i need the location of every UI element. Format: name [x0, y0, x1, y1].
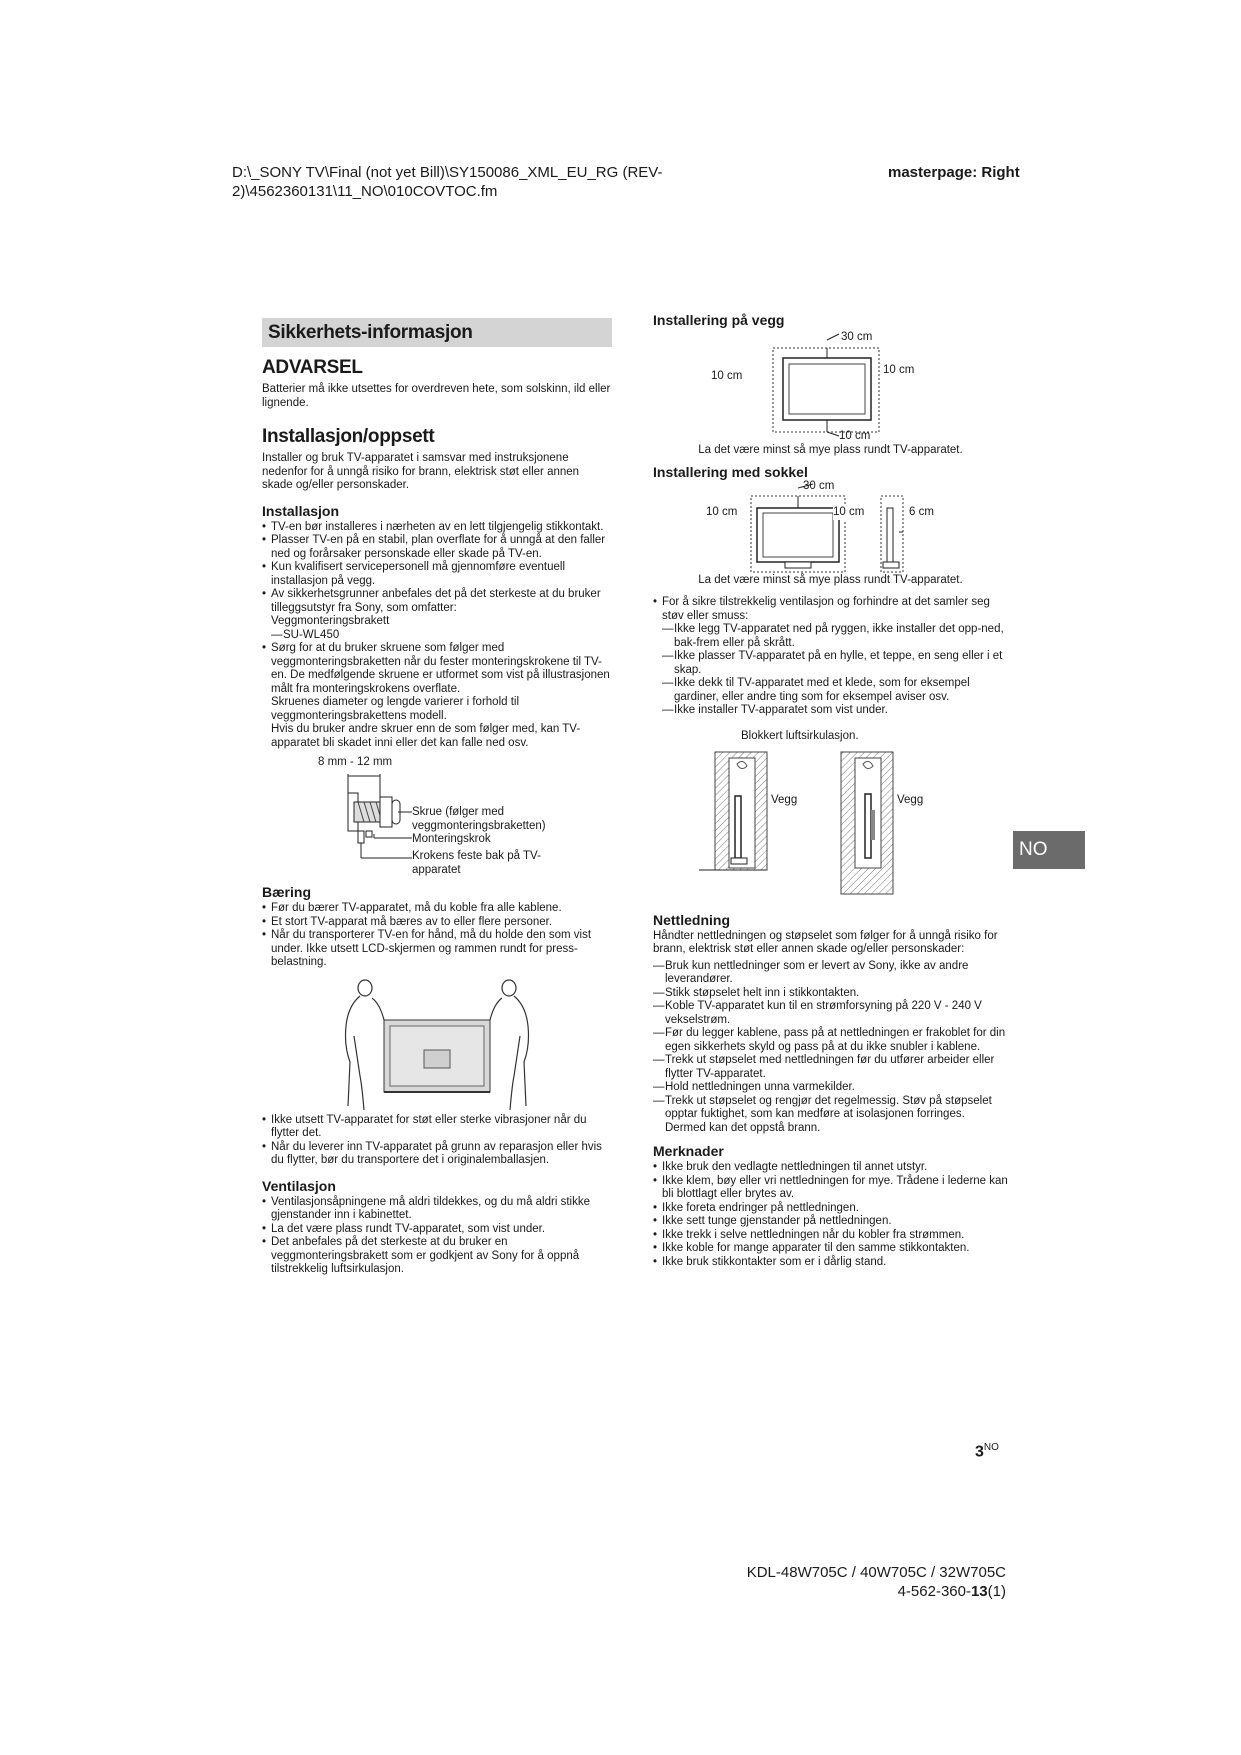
wall-left-label: 10 cm: [711, 370, 743, 382]
list-item: • Når du transporterer TV-en for hånd, må du holde den som vist under. Ikke utsett LCD-skjermen og rammen rundt for press-belastning.: [262, 929, 612, 970]
stand-tv-icon: [653, 482, 1008, 574]
install-setup-heading: Installasjon/oppsett: [262, 426, 435, 447]
list-item: • Når du leverer inn TV-apparatet på grunn av reparasjon eller hvis du flytter, bør du transportere det i originalemballasjen.: [262, 1141, 612, 1168]
notes-heading: Merknader: [653, 1143, 724, 1159]
list-item: • Av sikkerhetsgrunner anbefales det på det sterkeste at du bruker tilleggsutstyr fra Sony, som omfatter:: [262, 588, 612, 615]
list-item: • Ventilasjonsåpningene må aldri tildekkes, og du må aldri stikke gjenstander inn i kabinettet.: [262, 1196, 612, 1223]
list-item: — Hold nettledningen unna varmekilder.: [653, 1081, 1008, 1095]
masterpage-label: masterpage: Right: [888, 164, 1020, 181]
wall-clearance-diagram: [653, 330, 1008, 458]
wall-label-left: Vegg: [771, 793, 798, 806]
list-item: • Ikke koble for mange apparater til den samme stikkontakten.: [653, 1242, 1008, 1256]
install-setup-text: Installer og bruk TV-apparatet i samsvar med instruksjonene nedenfor for å unngå risiko for brann, elektrisk støt eller annen skade og/eller personskader.: [262, 452, 580, 491]
list-item: — Stikk støpselet helt inn i stikkontakten.: [653, 987, 1008, 1001]
list-item: • Ikke sett tunge gjenstander på nettledningen.: [653, 1215, 1008, 1229]
carrying-list-2: [262, 1114, 612, 1168]
power-text: Håndter nettledningen og støpselet som følger for å unngå risiko for brann, elektrisk støt eller annen skade og/eller personskader:: [653, 929, 998, 955]
list-subitem: — Ikke plasser TV-apparatet på en hylle, et teppe, en seng eller i et skap.: [653, 650, 1008, 677]
list-item: • TV-en bør installeres i nærheten av en lett tilgjengelig stikkontakt.: [262, 521, 612, 535]
vent-list: [653, 596, 1008, 718]
stand-caption: La det være minst så mye plass rundt TV-apparatet.: [698, 574, 963, 586]
blocked-caption: Blokkert luftsirkulasjon.: [741, 729, 859, 742]
list-item: — Før du legger kablene, pass på at nettledningen er frakoblet for din egen sikkerhets skyld og pass på at du ikke snubler i kablene.: [653, 1027, 1008, 1054]
doc-number-prefix: 4-562-360-: [897, 1583, 971, 1600]
page-number-value: 3: [975, 1443, 984, 1461]
right-column: [653, 312, 1008, 1269]
model-numbers: KDL-48W705C / 40W705C / 32W705C: [746, 1564, 1006, 1581]
carrying-illustration: [262, 974, 612, 1114]
power-heading: Nettledning: [653, 911, 730, 928]
screw-label: Skrue (følger med veggmonteringsbraketten): [412, 806, 546, 832]
list-subitem: — Ikke installer TV-apparatet som vist under.: [653, 704, 1008, 718]
list-subitem: — Ikke dekk til TV-apparatet med et klede, som for eksempel gardiner, eller andre ting som for eksempel aviser osv.: [653, 677, 1008, 704]
page-number: [975, 1442, 999, 1461]
hook-back-label: Krokens feste bak på TV-apparatet: [412, 850, 541, 876]
list-item: • Et stort TV-apparat må bæres av to eller flere personer.: [262, 916, 612, 930]
list-item: • Ikke bruk stikkontakter som er i dårlig stand.: [653, 1256, 1008, 1270]
blocked-airflow-diagram: [653, 730, 1008, 898]
blocked-airflow-icon: [653, 730, 1008, 898]
ventilation-heading: Ventilasjon: [262, 1177, 336, 1194]
footer: [700, 1563, 1006, 1601]
two-people-carrying-tv-icon: [262, 974, 612, 1114]
screw-warning: Hvis du bruker andre skruer enn de som følger med, kan TV-apparatet bli skadet inni eller det kan falle ned osv.: [271, 723, 581, 749]
list-item: • Før du bærer TV-apparatet, må du koble fra alle kablene.: [262, 902, 612, 916]
screw-dimension: 8 mm - 12 mm: [318, 756, 393, 768]
wall-heading: Installering på vegg: [653, 312, 785, 328]
left-column: [262, 318, 612, 1277]
list-item: • Plasser TV-en på en stabil, plan overflate for å unngå at den faller ned og forårsaker personskade eller skade på TV-en.: [262, 534, 612, 561]
bracket-label: Veggmonteringsbrakett: [271, 615, 390, 627]
doc-number-suffix: (1): [987, 1583, 1006, 1600]
warning-heading: ADVARSEL: [262, 357, 363, 378]
stand-clearance-diagram: [653, 482, 1008, 590]
doc-number: [700, 1582, 1006, 1601]
list-item: • Kun kvalifisert servicepersonell må gjennomføre eventuell installasjon på vegg.: [262, 561, 612, 588]
screw-diagram: [262, 756, 612, 874]
stand-side-label: 6 cm: [909, 506, 934, 518]
stand-top-label: 30 cm: [803, 480, 835, 492]
list-item: • Det anbefales på det sterkeste at du bruker en veggmonteringsbrakett som er godkjent av Sony for å oppnå tilstrekkelig luftsirkulasjon.: [262, 1236, 612, 1277]
installation-list: [262, 521, 612, 616]
wall-label-right: Vegg: [897, 793, 924, 806]
list-item: • Sørg for at du bruker skruene som følger med veggmonteringsbraketten når du fester monteringskrokene til TV-en. De medfølgende skruene er utformet som vist på illustrasjonen målt fra monteringskrokens overflate.: [262, 642, 612, 696]
wall-caption: La det være minst så mye plass rundt TV-apparatet.: [698, 444, 963, 456]
hook-label: Monteringskrok: [412, 833, 491, 845]
wall-bottom-label: 10 cm: [839, 430, 871, 442]
list-item: — Koble TV-apparatet kun til en strømforsyning på 220 V - 240 V vekselstrøm.: [653, 1000, 1008, 1027]
list-item: • Ikke foreta endringer på nettledningen.: [653, 1202, 1008, 1216]
installation-heading: Installasjon: [262, 502, 340, 519]
screw-note: Skruenes diameter og lengde varierer i forhold til veggmonteringsbrakettens modell.: [271, 696, 520, 722]
carrying-heading: Bæring: [262, 884, 311, 900]
stand-left-label: 10 cm: [706, 506, 738, 518]
wall-right-label: 10 cm: [883, 364, 915, 376]
stand-right-label: 10 cm: [833, 506, 865, 518]
page-number-suffix: NO: [983, 1442, 999, 1453]
list-item: • Ikke bruk den vedlagte nettledningen til annet utstyr.: [653, 1161, 1008, 1175]
list-item: — Trekk ut støpselet og rengjør det regelmessig. Støv på støpselet opptar fuktighet, som kan medføre at isolasjonen forringes. Dermed kan det oppstå brann.: [653, 1095, 1008, 1136]
language-tab: NO: [1013, 831, 1085, 869]
list-item: • Ikke trekk i selve nettledningen når du kobler fra strømmen.: [653, 1229, 1008, 1243]
list-item: • For å sikre tilstrekkelig ventilasjon og forhindre at det samler seg støv eller smuss:: [653, 596, 1008, 623]
list-item: • Ikke utsett TV-apparatet for støt eller sterke vibrasjoner når du flytter det.: [262, 1114, 612, 1141]
list-subitem: — Ikke legg TV-apparatet ned på ryggen, ikke installer det opp-ned, bak-frem eller på skrått.: [653, 623, 1008, 650]
ventilation-list: [262, 1196, 612, 1277]
carrying-list: [262, 902, 612, 970]
stand-heading: Installering med sokkel: [653, 464, 808, 480]
list-item: • Ikke klem, bøy eller vri nettledningen for mye. Trådene i lederne kan bli blottlagt eller brytes av.: [653, 1175, 1008, 1202]
section-title: Sikkerhets-informasjon: [262, 318, 612, 347]
file-path: D:\_SONY TV\Final (not yet Bill)\SY150086_XML_EU_RG (REV-2)\4562360131\11_NO\010COVTOC.fm: [232, 164, 663, 200]
notes-list: [653, 1161, 1008, 1269]
list-item: — Bruk kun nettledninger som er levert av Sony, ikke av andre leverandører.: [653, 960, 1008, 987]
bracket-model: — SU-WL450: [262, 629, 612, 643]
warning-text: Batterier må ikke utsettes for overdreven hete, som solskinn, ild eller lignende.: [262, 383, 611, 409]
doc-number-bold: 13: [970, 1583, 988, 1600]
wall-top-label: 30 cm: [841, 331, 873, 343]
power-list: [653, 960, 1008, 1136]
list-item: — Trekk ut støpselet med nettledningen før du utfører arbeider eller flytter TV-apparatet.: [653, 1054, 1008, 1081]
wall-tv-icon: [653, 330, 1008, 442]
list-item: • La det være plass rundt TV-apparatet, som vist under.: [262, 1223, 612, 1237]
